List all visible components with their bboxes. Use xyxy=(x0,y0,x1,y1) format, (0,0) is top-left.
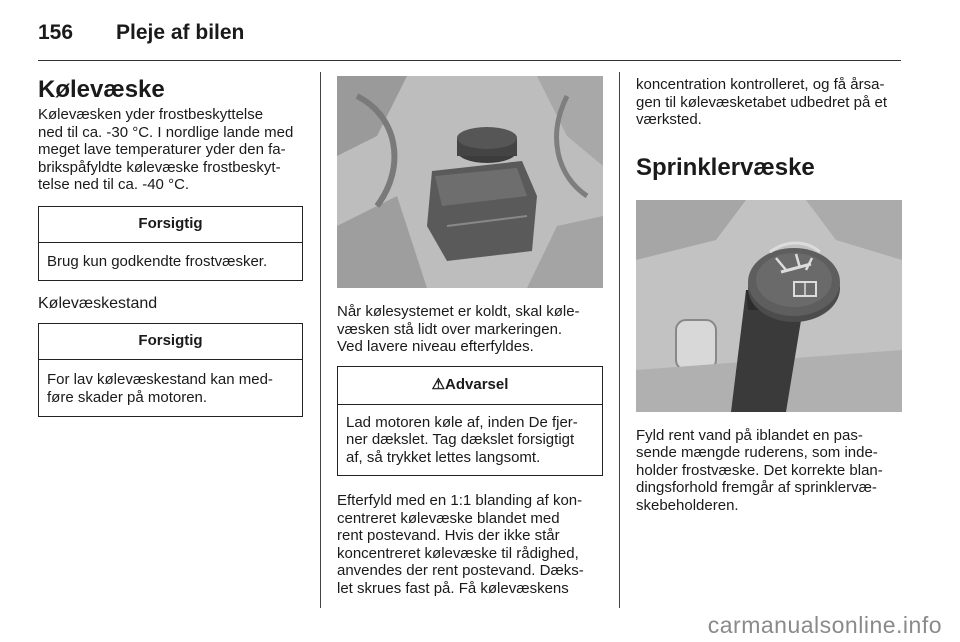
caution-title: Forsigtig xyxy=(39,324,302,360)
page-header xyxy=(38,18,244,48)
watermark: carmanualsonline.info xyxy=(707,612,942,638)
warning-box xyxy=(337,366,603,477)
caution-box-1 xyxy=(38,206,303,282)
text-line: Brug kun godkendte frostvæsker. xyxy=(47,252,268,270)
text-line: brikspåfyldte kølevæske frostbeskyt- xyxy=(38,158,281,176)
washer-fluid-text xyxy=(636,427,902,515)
text-line: koncentreret kølevæske til rådighed, xyxy=(337,544,579,562)
washer-fluid-reservoir-image xyxy=(636,200,902,412)
coolant-refill-text xyxy=(337,492,603,597)
text-line: føre skader på motoren. xyxy=(47,388,208,406)
text-line: anvendes der rent postevand. Dæks- xyxy=(337,562,584,579)
coolant-continued-text xyxy=(636,76,902,129)
column-1 xyxy=(38,76,303,417)
warning-title-text: Advarsel xyxy=(445,375,509,393)
text-line: centreret kølevæske blandet med xyxy=(337,509,560,527)
text-line: rent postevand. Hvis der ikke står xyxy=(337,527,560,544)
text-line: skebeholderen. xyxy=(636,496,739,514)
text-line: Ved lavere niveau efterfyldes. xyxy=(337,338,534,355)
header-rule xyxy=(38,60,901,61)
coolant-reservoir-image xyxy=(337,76,603,288)
text-line: Efterfyld med en 1:1 blanding af kon- xyxy=(337,492,583,509)
column-2 xyxy=(337,76,603,597)
page-number: 156 xyxy=(38,21,74,44)
coolant-check-text xyxy=(337,303,603,356)
text-line: gen til kølevæsketabet udbedret på et xyxy=(636,93,887,111)
section-heading-coolant: Kølevæske xyxy=(38,76,165,103)
coolant-reservoir-illustration xyxy=(337,76,603,288)
caution-title: Forsigtig xyxy=(39,207,302,243)
washer-fluid-illustration xyxy=(636,200,902,412)
coolant-intro xyxy=(38,106,303,194)
text-line: meget lave temperaturer yder den fa- xyxy=(38,141,286,158)
text-line: let skrues fast på. Få kølevæskens xyxy=(337,579,569,597)
column-divider-right xyxy=(619,72,620,608)
text-line: sende mængde ruderens, som inde- xyxy=(636,444,878,461)
subheading-coolant-level: Kølevæskestand xyxy=(38,295,158,312)
text-line: For lav kølevæskestand kan med- xyxy=(47,371,273,388)
text-line: ner dækslet. Tag dækslet forsigtigt xyxy=(346,431,575,448)
text-line: Lad motoren køle af, inden De fjer- xyxy=(346,413,578,431)
text-line: dingsforhold fremgår af sprinklervæ- xyxy=(636,479,877,496)
text-line: Når kølesystemet er koldt, skal køle- xyxy=(337,303,580,320)
text-line: ned til ca. -30 °C. I nordlige lande med xyxy=(38,123,294,141)
column-3 xyxy=(636,76,902,514)
text-line: Kølevæsken yder frostbeskyttelse xyxy=(38,106,264,123)
column-divider-left xyxy=(320,72,321,608)
caution-body xyxy=(39,360,302,416)
text-line: værksted. xyxy=(636,111,702,128)
text-line: væsken stå lidt over markeringen. xyxy=(337,320,563,338)
text-line: af, så trykket lettes langsomt. xyxy=(346,448,541,466)
warning-icon: ⚠ xyxy=(431,375,446,393)
caution-body xyxy=(39,243,302,281)
warning-body xyxy=(338,405,602,476)
text-line: Fyld rent vand på iblandet en pas- xyxy=(636,426,863,444)
caution-box-2 xyxy=(38,323,303,417)
text-line: koncentration kontrolleret, og få årsa- xyxy=(636,76,885,93)
section-heading-washer-fluid: Sprinklervæske xyxy=(636,153,815,181)
page-title: Pleje af bilen xyxy=(116,21,245,44)
text-line: holder frostvæske. Det korrekte blan- xyxy=(636,461,883,479)
warning-title xyxy=(338,367,602,405)
text-line: telse ned til ca. -40 °C. xyxy=(38,176,190,193)
